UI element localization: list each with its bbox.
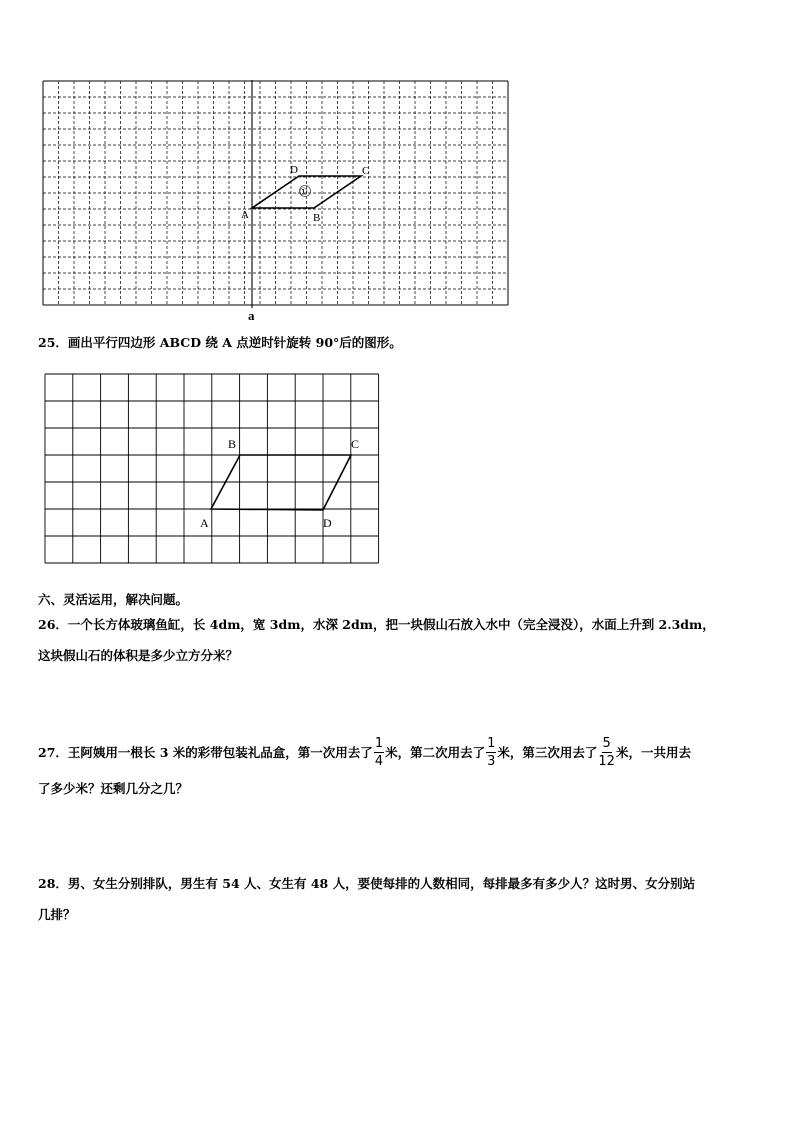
figure2-label-c-point: C <box>351 437 360 451</box>
question-26-line1 <box>38 615 715 633</box>
fraction-5-12 <box>598 737 615 768</box>
question-26-text-1: 一个长方体玻璃鱼缸，长 4dm，宽 3dm，水深 2dm，把一块假山石放入水中（完全浸没），水面上升到 2.3dm， <box>67 617 715 632</box>
question-26-number: 26． <box>38 617 68 632</box>
axis-label-a: a <box>248 308 255 323</box>
dashed-grid <box>43 81 508 305</box>
fraction-2-denominator: 3 <box>487 754 496 769</box>
fraction-2-numerator: 1 <box>487 736 496 751</box>
parallelogram-abcd-2 <box>211 455 351 510</box>
question-28-text-1: 男、女生分别排队，男生有 54 人、女生有 48 人，要使每排的人数相同，每排最多有多少人？这时男、女分别站 <box>67 876 696 891</box>
question-27-text-3: 米，第三次用去了 <box>497 745 598 760</box>
fraction-1-3 <box>486 737 496 768</box>
question-28-line2: 几排？ <box>38 907 76 922</box>
figure1-label-shape: ① <box>299 187 308 198</box>
question-28-number: 28． <box>38 876 68 891</box>
question-27-number: 27． <box>38 745 68 760</box>
figure2-label-a-point: A <box>200 516 209 530</box>
figure1-label-a-point: A <box>241 209 249 221</box>
fraction-3-denominator: 12 <box>598 754 615 769</box>
fraction-1-numerator: 1 <box>374 736 384 751</box>
question-27-text-2: 米，第二次用去了 <box>385 745 486 760</box>
figure2-grid-diagram <box>0 360 794 600</box>
fraction-1-4 <box>374 737 384 768</box>
question-25-number: 25． <box>38 335 68 350</box>
figure2-label-b-point: B <box>228 437 237 451</box>
question-27-line2: 了多少米？还剩几分之几？ <box>38 781 189 796</box>
solid-grid <box>45 374 379 563</box>
question-28-line1 <box>38 874 695 892</box>
question-27-text-1: 王阿姨用一根长 3 米的彩带包装礼品盒，第一次用去了 <box>67 745 373 760</box>
section-6-title: 六、灵活运用，解决问题。 <box>38 592 189 607</box>
question-27-text-4: 米，一共用去 <box>615 745 691 760</box>
figure1-grid-diagram <box>0 0 794 330</box>
question-25 <box>38 333 402 351</box>
fraction-3-numerator: 5 <box>602 736 611 751</box>
question-27-line1 <box>38 738 691 769</box>
fraction-1-denominator: 4 <box>374 754 384 769</box>
figure2-label-d-point: D <box>323 516 332 530</box>
question-25-text: 画出平行四边形 ABCD 绕 A 点逆时针旋转 90°后的图形。 <box>67 335 402 350</box>
figure1-label-c-point: C <box>362 165 370 177</box>
question-26-line2: 这块假山石的体积是多少立方分米？ <box>38 648 239 663</box>
figure1-label-d-point: D <box>290 164 298 176</box>
figure1-label-b-point: B <box>313 212 321 224</box>
